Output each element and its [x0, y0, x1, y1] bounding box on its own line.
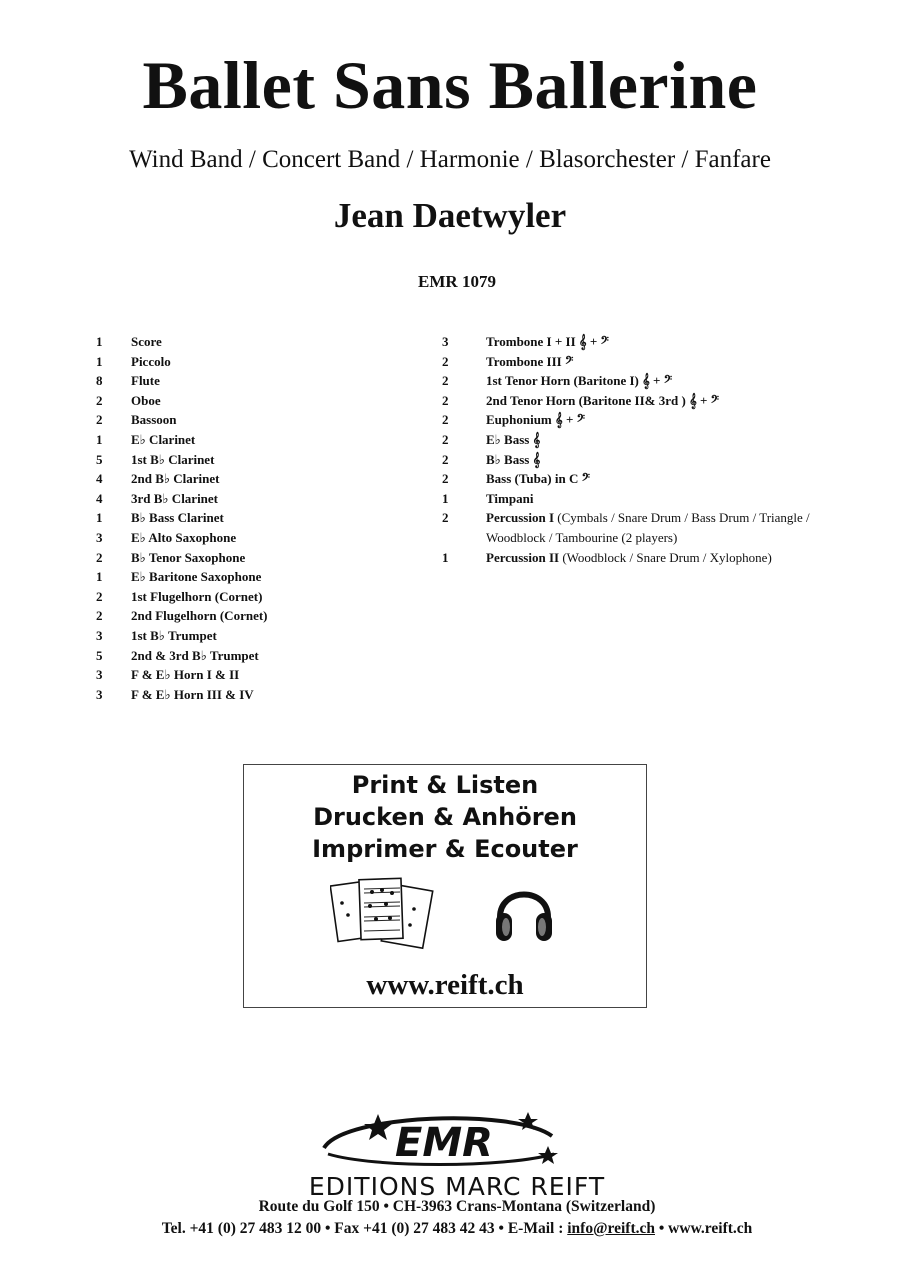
part-row	[96, 450, 371, 470]
part-row	[96, 646, 371, 666]
part-instrument: 1st Tenor Horn (Baritone I) 𝄞 + 𝄢	[486, 373, 673, 389]
part-quantity: 1	[442, 549, 449, 565]
part-row	[96, 391, 371, 411]
part-name	[486, 352, 831, 372]
part-quantity: 3	[96, 667, 103, 683]
part-row	[96, 685, 371, 705]
part-name	[131, 606, 371, 626]
part-row	[442, 391, 831, 411]
part-instrument: B♭ Bass 𝄞	[486, 451, 541, 467]
part-name	[486, 469, 831, 489]
part-name	[131, 489, 371, 509]
part-quantity: 2	[96, 608, 103, 624]
part-instrument: Bass (Tuba) in C 𝄢	[486, 471, 590, 487]
part-row	[96, 528, 371, 548]
part-row	[442, 489, 831, 509]
part-row	[96, 626, 371, 646]
part-quantity: 2	[96, 588, 103, 604]
headphones-icon	[492, 877, 556, 947]
part-instrument: 1st B♭ Clarinet	[131, 451, 215, 467]
part-instrument: Piccolo	[131, 353, 171, 369]
part-row	[442, 508, 831, 547]
part-name	[486, 508, 831, 547]
ensemble-subtitle: Wind Band / Concert Band / Harmonie / Blasorchester / Fanfare	[129, 146, 771, 173]
sheet-music-icon	[330, 873, 440, 957]
part-quantity: 5	[96, 451, 103, 467]
part-row	[442, 410, 831, 430]
part-quantity: 3	[96, 627, 103, 643]
part-quantity: 4	[96, 490, 103, 506]
promo-website[interactable]: www.reift.ch	[366, 969, 524, 1001]
catalog-code: EMR 1079	[418, 272, 496, 291]
part-row	[96, 469, 371, 489]
part-instrument: 3rd B♭ Clarinet	[131, 490, 219, 506]
part-instrument: Oboe	[131, 392, 161, 408]
part-row	[442, 469, 831, 489]
part-name	[131, 685, 371, 705]
part-name	[131, 548, 371, 568]
part-instrument: Euphonium 𝄞 + 𝄢	[486, 412, 585, 428]
part-name	[131, 587, 371, 607]
part-name	[131, 352, 371, 372]
part-quantity: 1	[96, 353, 103, 369]
part-name	[131, 371, 371, 391]
part-quantity: 2	[442, 353, 449, 369]
composer-name: Jean Daetwyler	[333, 196, 567, 235]
part-name	[486, 391, 831, 411]
part-instrument: Bassoon	[131, 412, 177, 428]
publisher-name: EDITIONS MARC REIFT	[308, 1172, 606, 1201]
part-quantity: 3	[96, 686, 103, 702]
part-name	[131, 665, 371, 685]
part-detail: (Cymbals / Snare Drum / Bass Drum / Triangle / Woodblock / Tambourine (2 players)	[486, 510, 810, 545]
part-row	[96, 606, 371, 626]
part-quantity: 2	[442, 471, 449, 487]
part-row	[96, 332, 371, 352]
part-name	[131, 391, 371, 411]
part-instrument: F & E♭ Horn I & II	[131, 667, 240, 683]
part-instrument: Trombone III 𝄢	[486, 353, 574, 369]
part-row	[96, 548, 371, 568]
part-row	[96, 352, 371, 372]
promo-line-french: Imprimer & Ecouter	[312, 835, 578, 863]
publisher-address: Route du Golf 150 • CH-3963 Crans-Montana (Switzerland)	[258, 1198, 656, 1215]
part-quantity: 1	[96, 569, 103, 585]
part-quantity: 3	[442, 334, 449, 349]
part-name	[131, 508, 371, 528]
score-title: Ballet Sans Ballerine	[142, 47, 758, 123]
promo-line-german: Drucken & Anhören	[313, 803, 577, 831]
part-instrument: E♭ Baritone Saxophone	[131, 569, 262, 585]
part-quantity: 1	[96, 334, 103, 349]
publisher-contact	[0, 1220, 900, 1238]
part-name	[486, 371, 831, 391]
part-name	[486, 548, 831, 568]
part-instrument: 2nd & 3rd B♭ Trumpet	[131, 647, 259, 663]
part-quantity: 4	[96, 471, 103, 487]
part-row	[442, 371, 831, 391]
part-row	[96, 430, 371, 450]
part-instrument: B♭ Bass Clarinet	[131, 510, 224, 526]
part-row	[96, 567, 371, 587]
part-row	[96, 587, 371, 607]
part-row	[442, 332, 831, 352]
part-row	[442, 430, 831, 450]
part-name	[486, 332, 831, 352]
part-instrument: Trombone I + II 𝄞 + 𝄢	[486, 334, 609, 349]
part-instrument: Percussion II	[486, 549, 560, 565]
part-name	[131, 567, 371, 587]
part-row	[442, 352, 831, 372]
part-quantity: 1	[96, 431, 103, 447]
part-quantity: 2	[96, 412, 103, 428]
part-name	[131, 450, 371, 470]
part-quantity: 2	[96, 549, 103, 565]
part-instrument: 1st B♭ Trumpet	[131, 627, 217, 643]
part-name	[131, 646, 371, 666]
part-name	[131, 410, 371, 430]
part-row	[442, 450, 831, 470]
part-instrument: 2nd Flugelhorn (Cornet)	[131, 608, 268, 624]
part-instrument: Percussion I	[486, 510, 555, 526]
part-quantity: 8	[96, 373, 103, 389]
part-instrument: E♭ Clarinet	[131, 431, 196, 447]
part-quantity: 1	[442, 490, 449, 506]
part-quantity: 2	[442, 373, 449, 389]
part-quantity: 2	[442, 392, 449, 408]
part-row	[96, 489, 371, 509]
parts-list-left	[96, 332, 371, 704]
contact-website[interactable]: • www.reift.ch	[655, 1220, 753, 1237]
part-instrument: B♭ Tenor Saxophone	[131, 549, 246, 565]
part-instrument: E♭ Alto Saxophone	[131, 529, 237, 545]
part-name	[486, 489, 831, 509]
part-quantity: 5	[96, 647, 103, 663]
part-row	[442, 548, 831, 568]
part-instrument: 2nd B♭ Clarinet	[131, 471, 220, 487]
part-name	[486, 430, 831, 450]
part-instrument: Timpani	[486, 490, 534, 506]
part-instrument: F & E♭ Horn III & IV	[131, 686, 254, 702]
emr-logo	[314, 1108, 574, 1172]
part-name	[131, 626, 371, 646]
part-quantity: 2	[442, 510, 449, 526]
part-name	[486, 450, 831, 470]
part-quantity: 3	[96, 529, 103, 545]
part-quantity: 2	[442, 451, 449, 467]
print-listen-box	[243, 764, 647, 1008]
part-instrument: 2nd Tenor Horn (Baritone II& 3rd ) 𝄞 + 𝄢	[486, 392, 720, 408]
part-name	[486, 410, 831, 430]
promo-line-english: Print & Listen	[351, 771, 539, 799]
part-quantity: 1	[96, 510, 103, 526]
promo-icons	[244, 865, 646, 965]
part-instrument: Flute	[131, 373, 160, 389]
part-name	[131, 469, 371, 489]
part-instrument: E♭ Bass 𝄞	[486, 431, 541, 447]
part-row	[96, 410, 371, 430]
parts-list-right	[442, 332, 831, 567]
part-row	[96, 371, 371, 391]
contact-email-link[interactable]: info@reift.ch	[567, 1220, 655, 1237]
part-row	[96, 508, 371, 528]
part-name	[131, 528, 371, 548]
part-name	[131, 332, 371, 352]
part-detail: (Woodblock / Snare Drum / Xylophone)	[562, 549, 772, 565]
part-row	[96, 665, 371, 685]
svg-text:EMR: EMR	[395, 1120, 493, 1166]
part-quantity: 2	[442, 431, 449, 447]
part-name	[131, 430, 371, 450]
part-instrument: Score	[131, 334, 162, 349]
part-instrument: 1st Flugelhorn (Cornet)	[131, 588, 263, 604]
part-quantity: 2	[96, 392, 103, 408]
contact-phone-fax: Tel. +41 (0) 27 483 12 00 • Fax +41 (0) 27 483 42 43 • E-Mail :	[161, 1220, 568, 1237]
part-quantity: 2	[442, 412, 449, 428]
